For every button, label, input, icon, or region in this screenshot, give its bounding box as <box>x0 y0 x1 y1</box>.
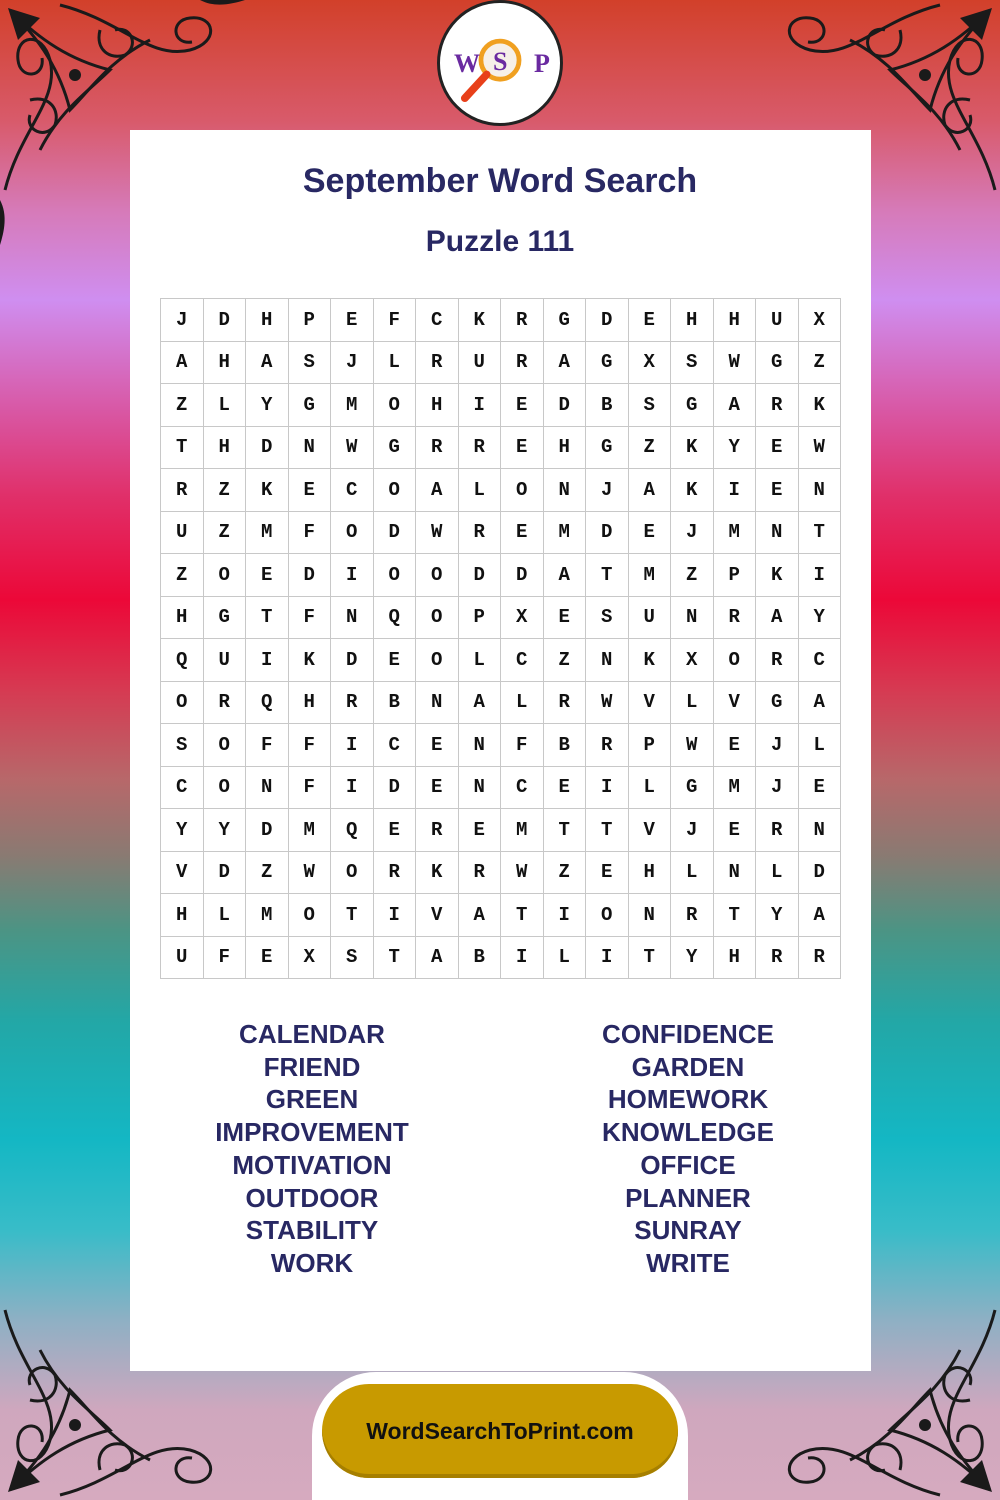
grid-cell[interactable]: H <box>416 384 459 427</box>
grid-row <box>161 596 841 639</box>
grid-cell[interactable]: O <box>501 469 544 512</box>
grid-cell[interactable]: T <box>628 936 671 979</box>
grid-cell[interactable]: T <box>798 511 841 554</box>
grid-cell[interactable]: H <box>713 299 756 342</box>
grid-cell[interactable]: Y <box>161 809 204 852</box>
grid-row <box>161 766 841 809</box>
word-item: IMPROVEMENT <box>215 1117 409 1148</box>
grid-cell[interactable]: I <box>331 766 374 809</box>
grid-cell[interactable]: I <box>458 384 501 427</box>
grid-cell[interactable]: E <box>373 639 416 682</box>
word-item: SUNRAY <box>634 1215 742 1246</box>
grid-cell[interactable]: E <box>501 426 544 469</box>
grid-cell[interactable]: D <box>586 299 629 342</box>
grid-cell[interactable]: K <box>756 554 799 597</box>
grid-cell[interactable]: F <box>246 724 289 767</box>
grid-cell[interactable]: R <box>798 936 841 979</box>
grid-cell[interactable]: K <box>288 639 331 682</box>
grid-cell[interactable]: I <box>373 894 416 937</box>
grid-row <box>161 554 841 597</box>
grid-cell[interactable]: V <box>713 681 756 724</box>
grid-cell[interactable]: I <box>798 554 841 597</box>
grid-cell[interactable]: S <box>671 341 714 384</box>
grid-cell[interactable]: I <box>543 894 586 937</box>
grid-cell[interactable]: O <box>373 469 416 512</box>
word-item: PLANNER <box>625 1182 751 1213</box>
grid-cell[interactable]: T <box>586 809 629 852</box>
grid-cell[interactable]: R <box>373 851 416 894</box>
grid-cell[interactable]: M <box>501 809 544 852</box>
grid-cell[interactable]: Z <box>671 554 714 597</box>
grid-cell[interactable]: G <box>756 681 799 724</box>
grid-cell[interactable]: D <box>458 554 501 597</box>
grid-cell[interactable]: E <box>416 766 459 809</box>
grid-cell[interactable]: E <box>628 299 671 342</box>
grid-cell[interactable]: N <box>628 894 671 937</box>
grid-cell[interactable]: M <box>713 511 756 554</box>
grid-cell[interactable]: H <box>628 851 671 894</box>
wsp-logo <box>437 0 563 126</box>
grid-cell[interactable]: Q <box>246 681 289 724</box>
grid-cell[interactable]: G <box>586 341 629 384</box>
grid-cell[interactable]: E <box>756 426 799 469</box>
grid-cell[interactable]: Z <box>203 511 246 554</box>
grid-cell[interactable]: A <box>458 894 501 937</box>
grid-cell[interactable]: A <box>458 681 501 724</box>
grid-cell[interactable]: T <box>331 894 374 937</box>
grid-cell[interactable]: Z <box>246 851 289 894</box>
word-item: GREEN <box>265 1084 359 1115</box>
grid-cell[interactable]: C <box>331 469 374 512</box>
grid-cell[interactable]: Y <box>203 809 246 852</box>
grid-cell[interactable]: W <box>331 426 374 469</box>
grid-cell[interactable]: E <box>458 809 501 852</box>
grid-cell[interactable]: A <box>756 596 799 639</box>
grid-cell[interactable]: O <box>713 639 756 682</box>
grid-cell[interactable]: A <box>416 469 459 512</box>
grid-cell[interactable]: E <box>543 596 586 639</box>
grid-cell[interactable]: C <box>416 299 459 342</box>
grid-cell[interactable]: J <box>586 469 629 512</box>
grid-cell[interactable]: U <box>628 596 671 639</box>
grid-cell[interactable]: X <box>288 936 331 979</box>
website-link-button[interactable]: WordSearchToPrint.com <box>322 1384 678 1478</box>
grid-cell[interactable]: W <box>416 511 459 554</box>
grid-cell[interactable]: C <box>501 639 544 682</box>
grid-cell[interactable]: N <box>288 426 331 469</box>
grid-cell[interactable]: E <box>628 511 671 554</box>
grid-cell[interactable]: N <box>798 809 841 852</box>
grid-cell[interactable]: T <box>161 426 204 469</box>
grid-cell[interactable]: N <box>543 469 586 512</box>
grid-cell[interactable]: N <box>331 596 374 639</box>
grid-cell[interactable]: H <box>203 341 246 384</box>
grid-cell[interactable]: C <box>161 766 204 809</box>
word-item: FRIEND <box>263 1051 361 1082</box>
grid-cell[interactable]: L <box>628 766 671 809</box>
grid-cell[interactable]: R <box>671 894 714 937</box>
grid-cell[interactable]: G <box>203 596 246 639</box>
grid-cell[interactable]: Y <box>713 426 756 469</box>
grid-cell[interactable]: F <box>288 766 331 809</box>
grid-cell[interactable]: J <box>756 766 799 809</box>
grid-cell[interactable]: R <box>458 511 501 554</box>
grid-cell[interactable]: F <box>501 724 544 767</box>
grid-cell[interactable]: R <box>543 681 586 724</box>
grid-cell[interactable]: L <box>501 681 544 724</box>
grid-cell[interactable]: U <box>161 936 204 979</box>
grid-cell[interactable]: V <box>416 894 459 937</box>
grid-cell[interactable]: R <box>501 341 544 384</box>
grid-cell[interactable]: P <box>713 554 756 597</box>
grid-cell[interactable]: O <box>203 554 246 597</box>
grid-cell[interactable]: U <box>161 511 204 554</box>
grid-cell[interactable]: O <box>416 596 459 639</box>
grid-cell[interactable]: Y <box>246 384 289 427</box>
grid-cell[interactable]: E <box>501 384 544 427</box>
grid-cell[interactable]: L <box>798 724 841 767</box>
grid-cell[interactable]: H <box>246 299 289 342</box>
grid-cell[interactable]: Z <box>203 469 246 512</box>
grid-cell[interactable]: K <box>671 426 714 469</box>
grid-cell[interactable]: J <box>331 341 374 384</box>
puzzle-number: Puzzle 111 <box>425 225 575 258</box>
grid-row <box>161 809 841 852</box>
grid-cell[interactable]: A <box>798 894 841 937</box>
grid-cell[interactable]: S <box>331 936 374 979</box>
grid-cell[interactable]: G <box>671 766 714 809</box>
grid-cell[interactable]: E <box>246 936 289 979</box>
grid-cell[interactable]: Y <box>671 936 714 979</box>
grid-cell[interactable]: Q <box>331 809 374 852</box>
grid-cell[interactable]: O <box>203 766 246 809</box>
grid-cell[interactable]: E <box>543 766 586 809</box>
grid-cell[interactable]: E <box>373 809 416 852</box>
grid-cell[interactable]: G <box>373 426 416 469</box>
grid-cell[interactable]: N <box>586 639 629 682</box>
grid-cell[interactable]: Z <box>543 639 586 682</box>
grid-cell[interactable]: F <box>288 724 331 767</box>
logo-letter-w: W <box>454 49 480 78</box>
word-item: KNOWLEDGE <box>602 1117 774 1148</box>
grid-cell[interactable]: W <box>671 724 714 767</box>
grid-cell[interactable]: R <box>161 469 204 512</box>
word-item: OUTDOOR <box>245 1182 379 1213</box>
grid-cell[interactable]: O <box>373 554 416 597</box>
grid-cell[interactable]: O <box>331 851 374 894</box>
grid-cell[interactable]: N <box>416 681 459 724</box>
grid-cell[interactable]: D <box>288 554 331 597</box>
grid-cell[interactable]: I <box>586 936 629 979</box>
grid-cell[interactable]: A <box>543 554 586 597</box>
grid-cell[interactable]: B <box>458 936 501 979</box>
grid-cell[interactable]: Y <box>756 894 799 937</box>
grid-cell[interactable]: H <box>288 681 331 724</box>
grid-cell[interactable]: D <box>246 809 289 852</box>
grid-cell[interactable]: D <box>246 426 289 469</box>
grid-cell[interactable]: X <box>671 639 714 682</box>
grid-cell[interactable]: W <box>798 426 841 469</box>
grid-cell[interactable]: D <box>798 851 841 894</box>
grid-cell[interactable]: P <box>628 724 671 767</box>
grid-cell[interactable]: L <box>373 341 416 384</box>
grid-cell[interactable]: D <box>373 511 416 554</box>
grid-cell[interactable]: Q <box>373 596 416 639</box>
grid-cell[interactable]: E <box>501 511 544 554</box>
grid-cell[interactable]: N <box>798 469 841 512</box>
grid-cell[interactable]: A <box>713 384 756 427</box>
grid-row <box>161 341 841 384</box>
grid-cell[interactable]: I <box>246 639 289 682</box>
grid-cell[interactable]: G <box>543 299 586 342</box>
grid-cell[interactable]: A <box>628 469 671 512</box>
grid-cell[interactable]: R <box>416 809 459 852</box>
grid-cell[interactable]: R <box>416 341 459 384</box>
grid-cell[interactable]: H <box>161 596 204 639</box>
grid-cell[interactable]: A <box>246 341 289 384</box>
grid-cell[interactable]: T <box>246 596 289 639</box>
grid-cell[interactable]: H <box>203 426 246 469</box>
grid-cell[interactable]: T <box>501 894 544 937</box>
word-item: GARDEN <box>631 1051 745 1082</box>
grid-row <box>161 681 841 724</box>
grid-cell[interactable]: M <box>288 809 331 852</box>
grid-cell[interactable]: U <box>756 299 799 342</box>
grid-cell[interactable]: O <box>288 894 331 937</box>
grid-cell[interactable]: R <box>713 596 756 639</box>
grid-cell[interactable]: R <box>416 426 459 469</box>
grid-row <box>161 724 841 767</box>
grid-cell[interactable]: B <box>586 384 629 427</box>
grid-cell[interactable]: Z <box>798 341 841 384</box>
grid-cell[interactable]: I <box>331 724 374 767</box>
grid-cell[interactable]: R <box>331 681 374 724</box>
grid-cell[interactable]: K <box>628 639 671 682</box>
grid-cell[interactable]: S <box>586 596 629 639</box>
grid-cell[interactable]: O <box>331 511 374 554</box>
grid-cell[interactable]: I <box>331 554 374 597</box>
grid-cell[interactable]: W <box>288 851 331 894</box>
grid-cell[interactable]: L <box>543 936 586 979</box>
grid-cell[interactable]: V <box>628 809 671 852</box>
grid-cell[interactable]: E <box>288 469 331 512</box>
grid-cell[interactable]: E <box>246 554 289 597</box>
grid-cell[interactable]: F <box>288 596 331 639</box>
grid-cell[interactable]: J <box>671 809 714 852</box>
grid-cell[interactable]: E <box>331 299 374 342</box>
word-item: CALENDAR <box>239 1019 385 1049</box>
grid-cell[interactable]: G <box>671 384 714 427</box>
word-item: OFFICE <box>640 1149 736 1180</box>
grid-cell[interactable]: T <box>713 894 756 937</box>
grid-cell[interactable]: R <box>756 936 799 979</box>
grid-cell[interactable]: N <box>246 766 289 809</box>
grid-cell[interactable]: L <box>671 851 714 894</box>
grid-cell[interactable]: G <box>586 426 629 469</box>
grid-cell[interactable]: D <box>373 766 416 809</box>
grid-cell[interactable]: I <box>713 469 756 512</box>
grid-cell[interactable]: Z <box>161 554 204 597</box>
grid-cell[interactable]: X <box>628 341 671 384</box>
grid-cell[interactable]: H <box>543 426 586 469</box>
grid-row <box>161 851 841 894</box>
grid-cell[interactable]: K <box>798 384 841 427</box>
grid-cell[interactable]: F <box>288 511 331 554</box>
grid-cell[interactable]: M <box>246 511 289 554</box>
grid-cell[interactable]: O <box>586 894 629 937</box>
grid-cell[interactable]: W <box>586 681 629 724</box>
grid-cell[interactable]: O <box>203 724 246 767</box>
grid-cell[interactable]: S <box>288 341 331 384</box>
grid-cell[interactable]: L <box>671 681 714 724</box>
grid-cell[interactable]: A <box>416 936 459 979</box>
grid-cell[interactable]: X <box>798 299 841 342</box>
grid-cell[interactable]: K <box>246 469 289 512</box>
grid-cell[interactable]: S <box>628 384 671 427</box>
grid-cell[interactable]: Q <box>161 639 204 682</box>
grid-cell[interactable]: N <box>671 596 714 639</box>
page-title: September Word Search <box>302 162 698 200</box>
word-item: WORK <box>270 1247 354 1278</box>
grid-cell[interactable]: D <box>331 639 374 682</box>
grid-cell[interactable]: N <box>756 511 799 554</box>
grid-cell[interactable]: R <box>586 724 629 767</box>
grid-cell[interactable]: Z <box>628 426 671 469</box>
grid-cell[interactable]: C <box>373 724 416 767</box>
grid-cell[interactable]: A <box>543 341 586 384</box>
grid-cell[interactable]: R <box>756 809 799 852</box>
grid-cell[interactable]: R <box>756 639 799 682</box>
grid-cell[interactable]: F <box>373 299 416 342</box>
grid-cell[interactable]: N <box>713 851 756 894</box>
grid-cell[interactable]: E <box>756 469 799 512</box>
grid-cell[interactable]: E <box>798 766 841 809</box>
grid-cell[interactable]: Y <box>798 596 841 639</box>
grid-cell[interactable]: E <box>713 724 756 767</box>
grid-cell[interactable]: C <box>501 766 544 809</box>
grid-cell[interactable]: A <box>798 681 841 724</box>
grid-cell[interactable]: G <box>756 341 799 384</box>
grid-cell[interactable]: R <box>458 426 501 469</box>
grid-cell[interactable]: R <box>458 851 501 894</box>
logo-letter-p: P <box>534 49 550 78</box>
word-item: STABILITY <box>245 1215 379 1246</box>
grid-cell[interactable]: O <box>416 554 459 597</box>
grid-cell[interactable]: Z <box>161 384 204 427</box>
grid-row <box>161 426 841 469</box>
grid-cell[interactable]: W <box>713 341 756 384</box>
letter-grid <box>160 298 841 979</box>
grid-cell[interactable]: O <box>161 681 204 724</box>
grid-cell[interactable]: T <box>543 809 586 852</box>
grid-cell[interactable]: R <box>756 384 799 427</box>
grid-row <box>161 511 841 554</box>
grid-cell[interactable]: I <box>501 936 544 979</box>
grid-cell[interactable]: E <box>416 724 459 767</box>
grid-cell[interactable]: O <box>373 384 416 427</box>
grid-row <box>161 384 841 427</box>
grid-cell[interactable]: T <box>586 554 629 597</box>
grid-row <box>161 639 841 682</box>
grid-cell[interactable]: M <box>713 766 756 809</box>
word-item: MOTIVATION <box>232 1149 392 1180</box>
grid-cell[interactable]: W <box>501 851 544 894</box>
grid-cell[interactable]: H <box>161 894 204 937</box>
grid-cell[interactable]: K <box>671 469 714 512</box>
grid-row <box>161 936 841 979</box>
grid-cell[interactable]: C <box>798 639 841 682</box>
grid-cell[interactable]: K <box>458 299 501 342</box>
grid-cell[interactable]: E <box>586 851 629 894</box>
word-list-left <box>132 1018 492 1280</box>
grid-cell[interactable]: H <box>713 936 756 979</box>
grid-cell[interactable]: J <box>161 299 204 342</box>
grid-cell[interactable]: M <box>331 384 374 427</box>
grid-cell[interactable]: G <box>288 384 331 427</box>
grid-cell[interactable]: V <box>161 851 204 894</box>
word-item: CONFIDENCE <box>602 1019 774 1049</box>
grid-cell[interactable]: B <box>373 681 416 724</box>
grid-cell[interactable]: D <box>586 511 629 554</box>
grid-cell[interactable]: T <box>373 936 416 979</box>
grid-cell[interactable]: A <box>161 341 204 384</box>
grid-cell[interactable]: J <box>671 511 714 554</box>
grid-cell[interactable]: U <box>203 639 246 682</box>
grid-cell[interactable]: E <box>713 809 756 852</box>
grid-cell[interactable]: F <box>203 936 246 979</box>
grid-cell[interactable]: D <box>501 554 544 597</box>
grid-cell[interactable]: L <box>203 384 246 427</box>
grid-cell[interactable]: N <box>458 724 501 767</box>
grid-row <box>161 299 841 342</box>
grid-cell[interactable]: Z <box>543 851 586 894</box>
grid-cell[interactable]: X <box>501 596 544 639</box>
grid-cell[interactable]: V <box>628 681 671 724</box>
grid-cell[interactable]: M <box>246 894 289 937</box>
word-item: WRITE <box>646 1247 730 1278</box>
grid-cell[interactable]: I <box>586 766 629 809</box>
grid-cell[interactable]: M <box>628 554 671 597</box>
grid-cell[interactable]: M <box>543 511 586 554</box>
grid-cell[interactable]: R <box>501 299 544 342</box>
word-item: HOMEWORK <box>607 1084 769 1115</box>
grid-row <box>161 894 841 937</box>
grid-cell[interactable]: D <box>203 851 246 894</box>
grid-row <box>161 469 841 512</box>
grid-cell[interactable]: L <box>458 469 501 512</box>
word-list-right <box>508 1018 868 1280</box>
grid-cell[interactable]: H <box>671 299 714 342</box>
grid-cell[interactable]: D <box>543 384 586 427</box>
grid-cell[interactable]: L <box>756 851 799 894</box>
grid-cell[interactable]: D <box>203 299 246 342</box>
logo-letter-s: S <box>493 47 508 76</box>
grid-cell[interactable]: O <box>416 639 459 682</box>
grid-cell[interactable]: K <box>416 851 459 894</box>
grid-cell[interactable]: J <box>756 724 799 767</box>
grid-cell[interactable]: L <box>458 639 501 682</box>
grid-cell[interactable]: S <box>161 724 204 767</box>
grid-cell[interactable]: P <box>288 299 331 342</box>
grid-cell[interactable]: U <box>458 341 501 384</box>
grid-cell[interactable]: R <box>203 681 246 724</box>
grid-cell[interactable]: L <box>203 894 246 937</box>
grid-cell[interactable]: P <box>458 596 501 639</box>
grid-cell[interactable]: N <box>458 766 501 809</box>
grid-cell[interactable]: B <box>543 724 586 767</box>
